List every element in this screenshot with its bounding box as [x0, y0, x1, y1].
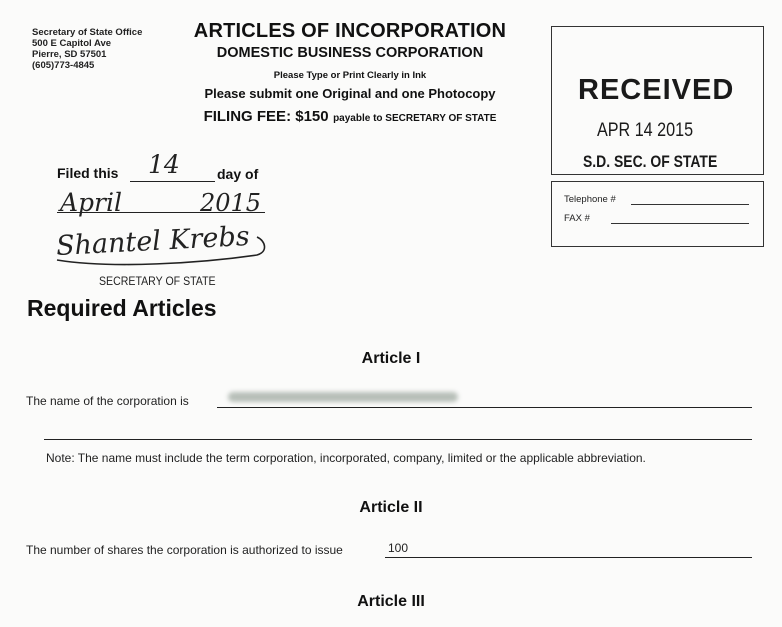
shares-field[interactable] — [385, 557, 752, 558]
form-subtitle: DOMESTIC BUSINESS CORPORATION — [216, 45, 484, 61]
filed-day-value: 14 — [148, 150, 180, 179]
article-1-note: Note: The name must include the term corporation, incorporated, company, limited or the applicable abbreviation. — [46, 451, 646, 465]
filed-year-value: 2015 — [200, 189, 262, 217]
article-2-heading: Article II — [359, 499, 423, 516]
instruction-copies: Please submit one Original and one Photocopy — [204, 86, 496, 101]
article-3-heading: Article III — [357, 593, 425, 610]
corporation-name-field[interactable] — [217, 407, 752, 408]
office-street: 500 E Capitol Ave — [32, 38, 112, 49]
office-name: Secretary of State Office — [32, 27, 143, 38]
filed-day-line — [130, 181, 215, 182]
filed-month-value: April — [60, 188, 122, 217]
required-articles-heading: Required Articles — [27, 295, 217, 321]
office-city: Pierre, SD 57501 — [32, 49, 107, 60]
secretary-signature: Shantel Krebs — [55, 220, 251, 263]
shares-label: The number of shares the corporation is authorized to issue — [26, 543, 343, 557]
filing-fee-label: FILING FEE: $150 — [203, 108, 329, 125]
telephone-field[interactable] — [631, 204, 749, 205]
shares-value: 100 — [388, 541, 409, 555]
telephone-label: Telephone # — [564, 194, 616, 205]
redacted-name — [228, 392, 458, 402]
corporation-name-line-2[interactable] — [44, 439, 752, 440]
filing-fee — [170, 108, 530, 126]
day-of-label: day of — [217, 166, 259, 182]
filed-this-label: Filed this — [57, 165, 119, 181]
secretary-of-state-label: SECRETARY OF STATE — [99, 276, 216, 288]
form-title: ARTICLES OF INCORPORATION — [193, 20, 507, 42]
signature-flourish — [52, 225, 272, 270]
office-address — [32, 27, 142, 71]
fax-label: FAX # — [564, 213, 590, 224]
stamp-received: RECEIVED — [578, 74, 735, 106]
form-title-block — [170, 20, 530, 126]
instruction-ink: Please Type or Print Clearly in Ink — [273, 70, 427, 81]
corporation-name-label: The name of the corporation is — [26, 394, 189, 408]
stamp-office: S.D. SEC. OF STATE — [583, 152, 718, 171]
stamp-date: APR 14 2015 — [597, 120, 694, 141]
filing-fee-payable: payable to SECRETARY OF STATE — [333, 113, 497, 124]
office-phone: (605)773-4845 — [32, 60, 95, 71]
fax-field[interactable] — [611, 223, 749, 224]
contact-box — [551, 181, 764, 247]
article-1-heading: Article I — [361, 350, 421, 367]
